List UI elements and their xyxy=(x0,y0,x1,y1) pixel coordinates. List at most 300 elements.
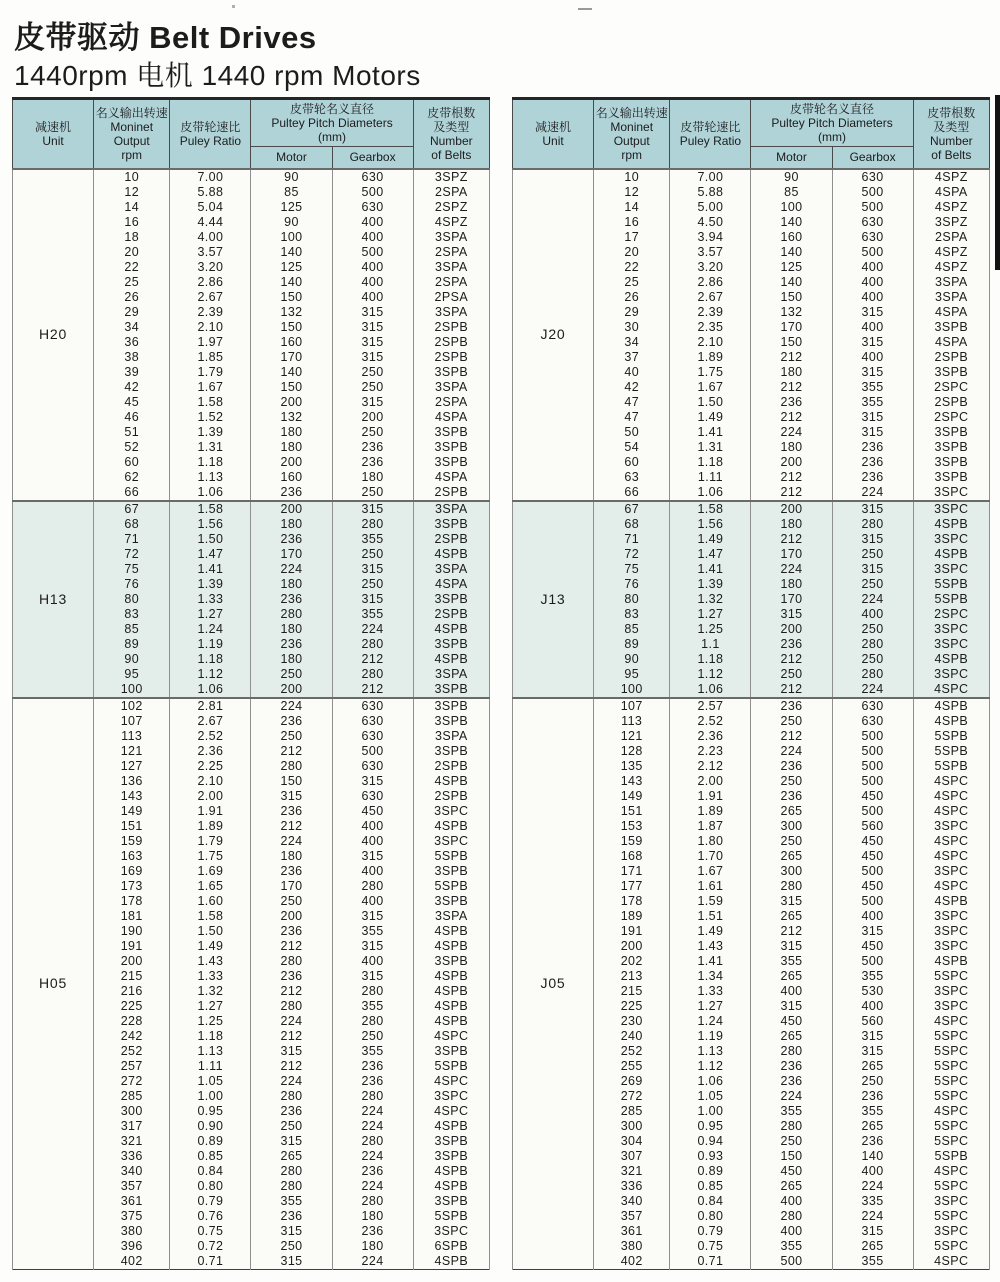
ratio-cell: 1.91 xyxy=(170,804,251,819)
motor-diameter-cell: 132 xyxy=(251,410,332,425)
motor-diameter-cell: 315 xyxy=(251,789,332,804)
output-rpm-cell: 34 xyxy=(594,335,670,350)
output-rpm-cell: 62 xyxy=(94,470,170,485)
belts-cell: 2SPZ xyxy=(413,200,489,215)
output-rpm-cell: 85 xyxy=(94,622,170,637)
belts-cell: 5SPB xyxy=(413,1059,489,1074)
motor-diameter-cell: 224 xyxy=(751,744,832,759)
ratio-cell: 2.10 xyxy=(170,774,251,789)
belts-cell: 4SPB xyxy=(413,1179,489,1194)
header-line: Gearbox xyxy=(349,150,396,165)
output-rpm-cell: 45 xyxy=(94,395,170,410)
gearbox-diameter-cell: 236 xyxy=(332,440,413,455)
output-rpm-cell: 189 xyxy=(594,909,670,924)
motor-diameter-cell: 85 xyxy=(251,185,332,200)
gearbox-diameter-cell: 630 xyxy=(332,789,413,804)
gearbox-diameter-cell: 236 xyxy=(832,455,913,470)
output-rpm-cell: 269 xyxy=(594,1074,670,1089)
gearbox-diameter-cell: 280 xyxy=(832,667,913,682)
gearbox-diameter-cell: 224 xyxy=(832,1209,913,1224)
ratio-cell: 1.41 xyxy=(670,425,751,440)
output-rpm-cell: 300 xyxy=(594,1119,670,1134)
header-line: 皮带根数 xyxy=(927,105,976,120)
belts-cell: 3SPZ xyxy=(913,215,989,230)
gearbox-diameter-cell: 315 xyxy=(332,939,413,954)
belts-cell: 4SPB xyxy=(413,939,489,954)
ratio-cell: 1.33 xyxy=(670,984,751,999)
section-J20 xyxy=(513,169,990,501)
ratio-cell: 1.51 xyxy=(670,909,751,924)
output-rpm-cell: 361 xyxy=(594,1224,670,1239)
gearbox-diameter-cell: 236 xyxy=(832,440,913,455)
belts-cell: 5SPC xyxy=(913,1209,989,1224)
ratio-cell: 5.00 xyxy=(670,200,751,215)
output-rpm-cell: 272 xyxy=(94,1074,170,1089)
motor-diameter-cell: 170 xyxy=(751,592,832,607)
header-line: Unit xyxy=(542,133,564,148)
belts-cell: 5SPB xyxy=(913,577,989,592)
motor-diameter-cell: 224 xyxy=(751,1089,832,1104)
table-header xyxy=(13,99,490,169)
header-line: Puley Ratio xyxy=(179,133,242,148)
belts-cell: 4SPB xyxy=(413,622,489,637)
gearbox-diameter-cell: 200 xyxy=(332,410,413,425)
output-rpm-cell: 89 xyxy=(94,637,170,652)
belts-cell: 5SPC xyxy=(913,1119,989,1134)
gearbox-diameter-cell: 355 xyxy=(332,924,413,939)
belts-cell: 2SPB xyxy=(413,485,489,501)
header-line: Number xyxy=(929,133,973,148)
header-line: 名义输出转速 xyxy=(95,105,168,120)
belts-cell: 4SPC xyxy=(913,682,989,698)
gearbox-diameter-cell: 355 xyxy=(332,999,413,1014)
ratio-cell: 2.67 xyxy=(670,290,751,305)
gearbox-diameter-cell: 315 xyxy=(832,1224,913,1239)
motor-diameter-cell: 280 xyxy=(251,999,332,1014)
belts-cell: 4SPA xyxy=(413,577,489,592)
column-header-diameters xyxy=(751,99,913,147)
belts-cell: 4SPC xyxy=(913,1104,989,1119)
header-line: Puley Ratio xyxy=(679,133,742,148)
ratio-cell: 7.00 xyxy=(170,169,251,185)
belts-cell: 5SPC xyxy=(913,1074,989,1089)
gearbox-diameter-cell: 140 xyxy=(832,1149,913,1164)
gearbox-diameter-cell: 355 xyxy=(832,969,913,984)
belts-cell: 3SPC xyxy=(913,939,989,954)
output-rpm-cell: 285 xyxy=(594,1104,670,1119)
output-rpm-cell: 300 xyxy=(94,1104,170,1119)
output-rpm-cell: 10 xyxy=(94,169,170,185)
motor-diameter-cell: 280 xyxy=(251,1089,332,1104)
gearbox-diameter-cell: 630 xyxy=(332,169,413,185)
gearbox-diameter-cell: 315 xyxy=(332,320,413,335)
column-header-gearbox xyxy=(332,147,413,169)
gearbox-diameter-cell: 400 xyxy=(832,275,913,290)
belts-cell: 4SPB xyxy=(913,954,989,969)
ratio-cell: 1.85 xyxy=(170,350,251,365)
belts-cell: 2SPB xyxy=(413,789,489,804)
header-line: 皮带轮名义直径 xyxy=(790,102,875,116)
motor-diameter-cell: 280 xyxy=(751,879,832,894)
ratio-cell: 1.58 xyxy=(170,501,251,517)
ratio-cell: 1.18 xyxy=(670,652,751,667)
belts-cell: 3SPC xyxy=(413,1224,489,1239)
motor-diameter-cell: 180 xyxy=(751,365,832,380)
ratio-cell: 1.25 xyxy=(670,622,751,637)
gearbox-diameter-cell: 180 xyxy=(332,470,413,485)
output-rpm-cell: 89 xyxy=(594,637,670,652)
belts-cell: 3SPC xyxy=(913,819,989,834)
section-H05 xyxy=(13,698,490,1270)
output-rpm-cell: 149 xyxy=(94,804,170,819)
belts-cell: 4SPA xyxy=(413,470,489,485)
output-rpm-cell: 272 xyxy=(594,1089,670,1104)
gearbox-diameter-cell: 400 xyxy=(832,1164,913,1179)
belts-cell: 4SPB xyxy=(913,547,989,562)
motor-diameter-cell: 170 xyxy=(251,879,332,894)
motor-diameter-cell: 265 xyxy=(751,804,832,819)
ratio-cell: 1.89 xyxy=(170,819,251,834)
unit-cell: J13 xyxy=(513,501,594,698)
gearbox-diameter-cell: 224 xyxy=(832,1179,913,1194)
ratio-cell: 1.12 xyxy=(170,667,251,682)
gearbox-diameter-cell: 315 xyxy=(332,305,413,320)
ratio-cell: 0.85 xyxy=(670,1179,751,1194)
motor-diameter-cell: 236 xyxy=(251,714,332,729)
output-rpm-cell: 71 xyxy=(94,532,170,547)
ratio-cell: 0.84 xyxy=(170,1164,251,1179)
motor-diameter-cell: 315 xyxy=(751,939,832,954)
output-rpm-cell: 136 xyxy=(94,774,170,789)
motor-diameter-cell: 224 xyxy=(251,562,332,577)
table-row xyxy=(513,169,990,185)
ratio-cell: 1.41 xyxy=(670,954,751,969)
belts-cell: 3SPB xyxy=(913,365,989,380)
motor-diameter-cell: 125 xyxy=(251,260,332,275)
motor-diameter-cell: 300 xyxy=(751,864,832,879)
header-line: of Belts xyxy=(431,147,472,162)
ratio-cell: 7.00 xyxy=(670,169,751,185)
belts-cell: 5SPC xyxy=(913,1044,989,1059)
motor-diameter-cell: 250 xyxy=(751,774,832,789)
header-line: 皮带轮名义直径 xyxy=(290,102,375,116)
motor-diameter-cell: 280 xyxy=(251,1164,332,1179)
ratio-cell: 1.65 xyxy=(170,879,251,894)
motor-diameter-cell: 140 xyxy=(751,215,832,230)
motor-diameter-cell: 150 xyxy=(251,320,332,335)
motor-diameter-cell: 265 xyxy=(751,969,832,984)
motor-diameter-cell: 212 xyxy=(751,350,832,365)
header-line: rpm xyxy=(121,147,143,162)
motor-diameter-cell: 212 xyxy=(751,410,832,425)
motor-diameter-cell: 355 xyxy=(751,1239,832,1254)
motor-diameter-cell: 236 xyxy=(751,395,832,410)
output-rpm-cell: 225 xyxy=(94,999,170,1014)
motor-diameter-cell: 265 xyxy=(751,849,832,864)
belts-cell: 4SPZ xyxy=(913,260,989,275)
output-rpm-cell: 12 xyxy=(94,185,170,200)
motor-diameter-cell: 90 xyxy=(251,169,332,185)
gearbox-diameter-cell: 250 xyxy=(832,1074,913,1089)
gearbox-diameter-cell: 315 xyxy=(832,365,913,380)
belts-cell: 4SPA xyxy=(913,335,989,350)
motor-diameter-cell: 200 xyxy=(251,909,332,924)
gearbox-diameter-cell: 400 xyxy=(332,275,413,290)
output-rpm-cell: 304 xyxy=(594,1134,670,1149)
motor-diameter-cell: 250 xyxy=(251,729,332,744)
ratio-cell: 1.49 xyxy=(670,532,751,547)
gearbox-diameter-cell: 315 xyxy=(332,501,413,517)
motor-diameter-cell: 212 xyxy=(251,744,332,759)
ratio-cell: 1.13 xyxy=(670,1044,751,1059)
ratio-cell: 1.25 xyxy=(170,1014,251,1029)
motor-diameter-cell: 236 xyxy=(251,1104,332,1119)
motor-diameter-cell: 200 xyxy=(251,395,332,410)
ratio-cell: 0.94 xyxy=(670,1134,751,1149)
belts-cell: 4SPZ xyxy=(413,215,489,230)
ratio-cell: 0.71 xyxy=(670,1254,751,1270)
output-rpm-cell: 255 xyxy=(594,1059,670,1074)
header-line: rpm xyxy=(621,147,643,162)
output-rpm-cell: 22 xyxy=(94,260,170,275)
gearbox-diameter-cell: 315 xyxy=(332,592,413,607)
unit-cell: H20 xyxy=(13,169,94,501)
ratio-cell: 1.70 xyxy=(670,849,751,864)
output-rpm-cell: 102 xyxy=(94,698,170,714)
belts-cell: 3SPA xyxy=(413,562,489,577)
ratio-cell: 2.52 xyxy=(170,729,251,744)
gearbox-diameter-cell: 500 xyxy=(832,759,913,774)
gearbox-diameter-cell: 224 xyxy=(332,1179,413,1194)
belts-cell: 3SPC xyxy=(913,501,989,517)
belts-cell: 5SPB xyxy=(413,1209,489,1224)
motor-diameter-cell: 236 xyxy=(251,485,332,501)
belts-cell: 3SPC xyxy=(913,667,989,682)
belts-cell: 3SPC xyxy=(913,485,989,501)
gearbox-diameter-cell: 280 xyxy=(332,1134,413,1149)
belts-cell: 2SPB xyxy=(413,335,489,350)
section-J05 xyxy=(513,698,990,1270)
gearbox-diameter-cell: 400 xyxy=(832,320,913,335)
gearbox-diameter-cell: 400 xyxy=(832,260,913,275)
table-row xyxy=(13,169,490,185)
motor-diameter-cell: 224 xyxy=(251,834,332,849)
ratio-cell: 1.00 xyxy=(670,1104,751,1119)
motor-diameter-cell: 280 xyxy=(251,607,332,622)
motor-diameter-cell: 212 xyxy=(751,380,832,395)
gearbox-diameter-cell: 315 xyxy=(332,350,413,365)
gearbox-diameter-cell: 450 xyxy=(832,879,913,894)
belts-cell: 4SPB xyxy=(413,547,489,562)
column-header-motor xyxy=(251,147,332,169)
motor-diameter-cell: 250 xyxy=(751,714,832,729)
motor-diameter-cell: 150 xyxy=(251,380,332,395)
output-rpm-cell: 14 xyxy=(594,200,670,215)
gearbox-diameter-cell: 400 xyxy=(832,350,913,365)
motor-diameter-cell: 236 xyxy=(751,789,832,804)
header-line: 减速机 xyxy=(35,119,72,134)
ratio-cell: 0.72 xyxy=(170,1239,251,1254)
motor-diameter-cell: 236 xyxy=(751,1059,832,1074)
motor-diameter-cell: 236 xyxy=(751,1074,832,1089)
ratio-cell: 0.79 xyxy=(670,1224,751,1239)
gearbox-diameter-cell: 315 xyxy=(832,305,913,320)
motor-diameter-cell: 236 xyxy=(251,592,332,607)
belts-cell: 2SPC xyxy=(913,410,989,425)
ratio-cell: 1.18 xyxy=(670,455,751,470)
gearbox-diameter-cell: 224 xyxy=(832,592,913,607)
output-rpm-cell: 83 xyxy=(94,607,170,622)
belt-drive-table-right xyxy=(512,97,990,1270)
gearbox-diameter-cell: 265 xyxy=(832,1059,913,1074)
ratio-cell: 5.88 xyxy=(670,185,751,200)
ratio-cell: 1.43 xyxy=(170,954,251,969)
gearbox-diameter-cell: 630 xyxy=(832,169,913,185)
page-subtitle: 1440rpm 电机 1440 rpm Motors xyxy=(14,60,421,91)
output-rpm-cell: 63 xyxy=(594,470,670,485)
output-rpm-cell: 252 xyxy=(594,1044,670,1059)
motor-diameter-cell: 265 xyxy=(751,909,832,924)
output-rpm-cell: 200 xyxy=(94,954,170,969)
column-header-belts xyxy=(913,99,989,169)
motor-diameter-cell: 250 xyxy=(251,667,332,682)
gearbox-diameter-cell: 250 xyxy=(332,1029,413,1044)
motor-diameter-cell: 236 xyxy=(751,759,832,774)
motor-diameter-cell: 85 xyxy=(751,185,832,200)
belts-cell: 4SPB xyxy=(413,652,489,667)
belts-cell: 2PSA xyxy=(413,290,489,305)
belts-cell: 4SPB xyxy=(413,1164,489,1179)
gearbox-diameter-cell: 355 xyxy=(832,1254,913,1270)
column-header-diameters xyxy=(251,99,413,147)
output-rpm-cell: 80 xyxy=(594,592,670,607)
ratio-cell: 1.18 xyxy=(170,455,251,470)
belts-cell: 5SPC xyxy=(913,969,989,984)
belts-cell: 3SPB xyxy=(413,1194,489,1209)
belts-cell: 4SPB xyxy=(913,652,989,667)
gearbox-diameter-cell: 250 xyxy=(832,622,913,637)
belts-cell: 4SPC xyxy=(913,774,989,789)
belts-cell: 3SPB xyxy=(913,320,989,335)
ratio-cell: 2.00 xyxy=(170,789,251,804)
motor-diameter-cell: 200 xyxy=(751,455,832,470)
table-header xyxy=(513,99,990,169)
belts-cell: 2SPB xyxy=(413,320,489,335)
belts-cell: 3SPC xyxy=(913,532,989,547)
ratio-cell: 0.89 xyxy=(170,1134,251,1149)
belts-cell: 3SPC xyxy=(913,1224,989,1239)
output-rpm-cell: 26 xyxy=(594,290,670,305)
ratio-cell: 1.39 xyxy=(170,425,251,440)
ratio-cell: 1.89 xyxy=(670,350,751,365)
gearbox-diameter-cell: 400 xyxy=(332,819,413,834)
belts-cell: 4SPC xyxy=(413,1074,489,1089)
ratio-cell: 1.91 xyxy=(670,789,751,804)
belts-cell: 3SPB xyxy=(413,455,489,470)
output-rpm-cell: 113 xyxy=(94,729,170,744)
gearbox-diameter-cell: 315 xyxy=(832,1029,913,1044)
motor-diameter-cell: 200 xyxy=(751,501,832,517)
output-rpm-cell: 66 xyxy=(594,485,670,501)
gearbox-diameter-cell: 500 xyxy=(832,774,913,789)
header-line: of Belts xyxy=(931,147,972,162)
motor-diameter-cell: 200 xyxy=(251,682,332,698)
motor-diameter-cell: 315 xyxy=(251,1134,332,1149)
motor-diameter-cell: 125 xyxy=(251,200,332,215)
ratio-cell: 1.75 xyxy=(670,365,751,380)
belts-cell: 5SPC xyxy=(913,1239,989,1254)
gearbox-diameter-cell: 250 xyxy=(332,577,413,592)
gearbox-diameter-cell: 630 xyxy=(832,215,913,230)
output-rpm-cell: 67 xyxy=(94,501,170,517)
ratio-cell: 1.18 xyxy=(170,652,251,667)
motor-diameter-cell: 180 xyxy=(751,577,832,592)
motor-diameter-cell: 315 xyxy=(251,1044,332,1059)
gearbox-diameter-cell: 450 xyxy=(332,804,413,819)
motor-diameter-cell: 212 xyxy=(751,924,832,939)
motor-diameter-cell: 200 xyxy=(251,455,332,470)
gearbox-diameter-cell: 250 xyxy=(832,652,913,667)
ratio-cell: 1.06 xyxy=(170,485,251,501)
gearbox-diameter-cell: 250 xyxy=(332,365,413,380)
motor-diameter-cell: 250 xyxy=(751,667,832,682)
output-rpm-cell: 252 xyxy=(94,1044,170,1059)
ratio-cell: 1.79 xyxy=(170,365,251,380)
gearbox-diameter-cell: 400 xyxy=(332,864,413,879)
belts-cell: 4SPB xyxy=(413,1254,489,1270)
motor-diameter-cell: 355 xyxy=(251,1194,332,1209)
belts-cell: 3SPC xyxy=(913,622,989,637)
output-rpm-cell: 177 xyxy=(594,879,670,894)
gearbox-diameter-cell: 450 xyxy=(832,939,913,954)
output-rpm-cell: 25 xyxy=(594,275,670,290)
ratio-cell: 1.13 xyxy=(170,1044,251,1059)
page-title: 皮带驱动 Belt Drives xyxy=(14,20,317,55)
output-rpm-cell: 25 xyxy=(94,275,170,290)
output-rpm-cell: 163 xyxy=(94,849,170,864)
gearbox-diameter-cell: 400 xyxy=(832,909,913,924)
motor-diameter-cell: 280 xyxy=(751,1209,832,1224)
motor-diameter-cell: 140 xyxy=(251,245,332,260)
ratio-cell: 2.81 xyxy=(170,698,251,714)
gearbox-diameter-cell: 315 xyxy=(832,501,913,517)
header-line: Number xyxy=(429,133,473,148)
motor-diameter-cell: 170 xyxy=(251,547,332,562)
motor-diameter-cell: 250 xyxy=(751,834,832,849)
ratio-cell: 1.43 xyxy=(670,939,751,954)
ratio-cell: 1.05 xyxy=(670,1089,751,1104)
ratio-cell: 1.67 xyxy=(170,380,251,395)
gearbox-diameter-cell: 355 xyxy=(832,395,913,410)
gearbox-diameter-cell: 450 xyxy=(832,789,913,804)
header-line: Output xyxy=(613,133,650,148)
belts-cell: 3SPA xyxy=(913,290,989,305)
gearbox-diameter-cell: 280 xyxy=(332,879,413,894)
belts-cell: 3SPB xyxy=(413,517,489,532)
ratio-cell: 2.39 xyxy=(170,305,251,320)
ratio-cell: 1.79 xyxy=(170,834,251,849)
belts-cell: 3SPC xyxy=(913,909,989,924)
output-rpm-cell: 380 xyxy=(594,1239,670,1254)
output-rpm-cell: 336 xyxy=(94,1149,170,1164)
belts-cell: 4SPC xyxy=(913,1014,989,1029)
gearbox-diameter-cell: 280 xyxy=(832,637,913,652)
motor-diameter-cell: 450 xyxy=(751,1164,832,1179)
gearbox-diameter-cell: 280 xyxy=(332,984,413,999)
output-rpm-cell: 67 xyxy=(594,501,670,517)
header-line: 及类型 xyxy=(433,119,470,134)
motor-diameter-cell: 180 xyxy=(251,425,332,440)
